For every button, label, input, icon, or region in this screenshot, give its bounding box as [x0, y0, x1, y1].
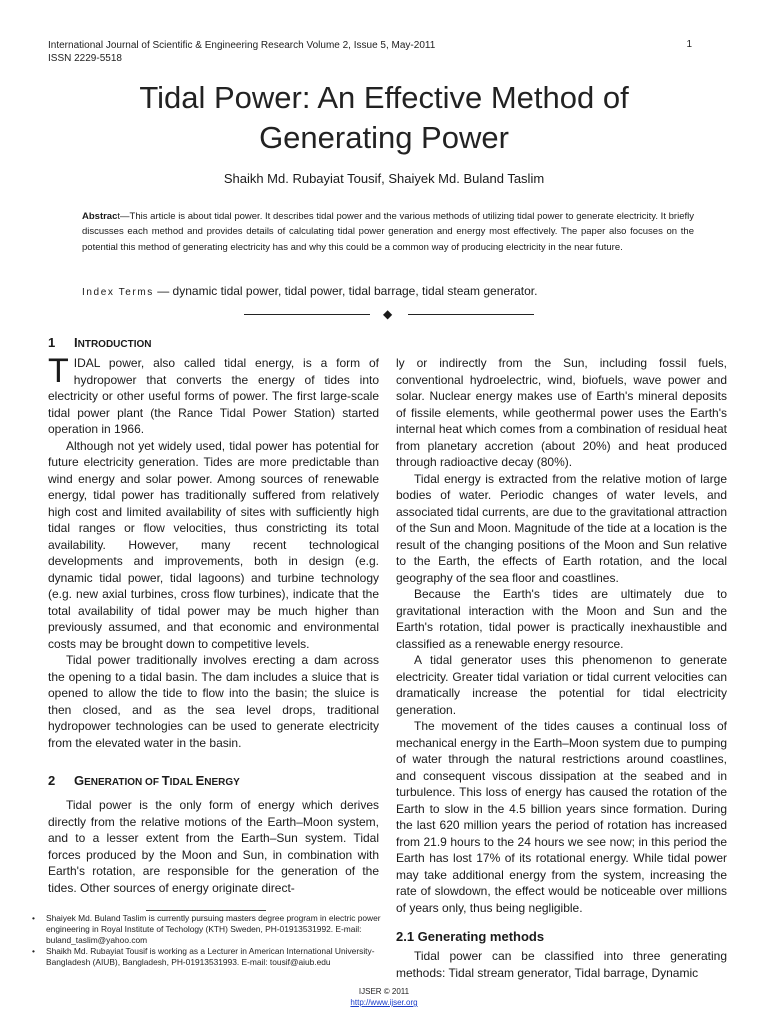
right-paragraph-3: Because the Earth's tides are ultimately due to gravitational interaction with the Moon and Sun and the Earth's rotation, tidal power is practically inexhaustible and classified as a renewable energy resource.: [396, 587, 727, 651]
right-paragraph-4: A tidal generator uses this phenomenon to generate electricity. Greater tidal variation or tidal current velocities can dramatically increase the potential for tidal electricity generation.: [396, 653, 727, 717]
right-paragraph-2: Tidal energy is extracted from the relative motion of large bodies of water. Periodic changes of water levels, and associated tidal currents, are due to the gravitational attraction of the Sun and Moon. Magnitude of the tide at a location is the result of the changing positions of the Moon and Sun relative to the Earth, the effects of Earth rotation, and the local geography of the sea floor and coastlines.: [396, 471, 727, 585]
generating-methods-text: Tidal power can be classified into three generating methods: Tidal stream generator, Tidal barrage, Dynamic: [396, 949, 727, 980]
footnote: [32, 913, 384, 945]
divider-line-left: [244, 314, 370, 315]
copyright: IJSER © 2011: [358, 987, 410, 996]
drop-cap: T: [48, 352, 69, 390]
section-title-part: G: [74, 773, 85, 788]
right-paragraph-1: ly or indirectly from the Sun, including fossil fuels, conventional hydroelectric, wind, biofuels, wave power and solar. Nuclear energy makes use of Earth's mineral deposits of fissile elements, while geothermal power uses the Earth's internal heat which comes from a combination of residual heat from planetary accretion (about 20%) and heat produced through radioactive decay (80%).: [396, 356, 727, 469]
section-divider: [244, 306, 534, 322]
section-title-initial: I: [74, 335, 78, 350]
diamond-icon: ◆: [383, 307, 393, 321]
index-terms: [82, 284, 702, 298]
section-heading-generation: [48, 773, 240, 788]
section-heading-introduction: [48, 335, 152, 350]
page-number: 1: [686, 39, 692, 50]
divider-line-right: [408, 314, 534, 315]
abstract: [82, 209, 694, 255]
column-left: [48, 352, 379, 751]
generating-methods-paragraph: [396, 948, 727, 981]
bullet-icon: •: [32, 913, 35, 923]
journal-link[interactable]: http://www.ijser.org: [350, 998, 418, 1007]
index-terms-label: Index Terms: [82, 287, 154, 298]
abstract-label-bold: Abstrac: [82, 211, 118, 222]
footnotes: [32, 913, 384, 969]
section-title-part: T: [161, 773, 170, 788]
page-footer: [0, 986, 768, 1008]
footnote: [32, 946, 384, 968]
section-number: 2: [48, 773, 56, 788]
section-title-rest: NTRODUCTION: [77, 339, 152, 350]
bullet-icon: •: [32, 946, 35, 957]
subsection-heading-generating-methods: 2.1 Generating methods: [396, 929, 545, 944]
authors: Shaikh Md. Rubayiat Tousif, Shaiyek Md. Buland Taslim: [223, 171, 545, 186]
section-title-part: NERGY: [204, 777, 240, 788]
intro-paragraph-2: Although not yet widely used, tidal power has potential for future electricity generation. Tides are more predictable than wind energy and solar power. Among sources of renewable energy, tidal power has traditionally suffered from relatively high cost and limited availability of sites with sufficiently high tidal ranges or flow velocities, thus constricting its total availability. However, many recent technological developments and improvements, both in design (e.g. dynamic tidal power, tidal lagoons) and turbine technology (e.g. new axial turbines, cross flow turbines), indicate that the total availability of tidal power may be much higher than previously assumed, and that economic and environmental costs may be brought down to competitive levels.: [48, 438, 379, 651]
abstract-text: —This article is about tidal power. It describes tidal power and the various methods of utilizing tidal power to generate electricity. It briefly discusses each method and provides details of calculating tidal power generation and energy most effectively. The paper also focuses on the potential this method of generating electricity has and why this could be a common way of producing electricity in the near future.: [82, 211, 694, 253]
section-title-part: ENERATION OF: [84, 777, 162, 788]
intro-paragraph-1-text: IDAL power, also called tidal energy, is a form of hydropower that converts the energy of tides into electricity or other useful forms of power. The first large-scale tidal power plant (the Rance Tidal Power Station) started operation in 1966.: [48, 356, 379, 436]
generation-paragraph-1: Tidal power is the only form of energy which derives directly from the relative motions of the Earth–Moon system, and to a lesser extent from the Earth–Sun system. Tidal forces produced by the Moon and Sun, in combination with Earth's rotation, are responsible for the generation of the tides. Other sources of energy originate direct-: [48, 798, 379, 895]
intro-paragraph-1: [48, 352, 379, 438]
abstract-label-rest: t: [117, 211, 121, 222]
column-right: [396, 355, 727, 916]
journal-citation: International Journal of Scientific & Engineering Research Volume 2, Issue 5, May-2011: [48, 40, 436, 51]
issn: ISSN 2229-5518: [48, 53, 122, 64]
index-terms-text: — dynamic tidal power, tidal power, tidal barrage, tidal steam generator.: [153, 284, 538, 298]
section-number: 1: [48, 335, 56, 350]
section-title-part: IDAL: [169, 777, 196, 788]
section-title-part: E: [195, 773, 205, 788]
journal-header: [48, 39, 435, 65]
footnote-text: Shaikh Md. Rubayiat Tousif is working as a Lecturer in American International University-Bangladesh (AIUB), Bangladesh, PH-01913531993. E-mail: tousif@aiub.edu: [46, 946, 375, 968]
title-line-2: Generating Power: [259, 120, 509, 155]
title-line-1: Tidal Power: An Effective Method of: [139, 80, 629, 115]
paper-title: [0, 78, 768, 158]
intro-paragraph-3: Tidal power traditionally involves erecting a dam across the opening to a tidal basin. The dam includes a sluice that is opened to allow the tide to flow into the basin; the sluice is then closed, and as the sea level drops, traditional hydropower technologies can be used to generate electricity from the elevated water in the basin.: [48, 653, 379, 750]
generation-paragraph: [48, 797, 379, 896]
right-paragraph-5: The movement of the tides causes a continual loss of mechanical energy in the Earth–Moon system due to pumping of water through the natural restrictions around coastlines, and consequent viscous dissipation at the seabed and in turbulence. This loss of energy has caused the rotation of the Earth to slow in the 4.5 billion years since formation. During the last 620 million years the period of rotation has increased from 21.9 hours to the 24 hours we see now; in this period the Earth has lost 17% of its rotational energy. While tidal power may take additional energy from the system, increasing the rate of slowdown, the effect would be noticeable over millions of years only, thus being negligible.: [396, 719, 727, 915]
footnote-rule: [146, 910, 266, 911]
footnote-text: Shaiyek Md. Buland Taslim is currently pursuing masters degree program in electric power engineering in Royal Institute of Techology (KTH) Sweden, PH-01913531992. E-mail: buland_taslim@yahoo.com: [46, 913, 381, 945]
